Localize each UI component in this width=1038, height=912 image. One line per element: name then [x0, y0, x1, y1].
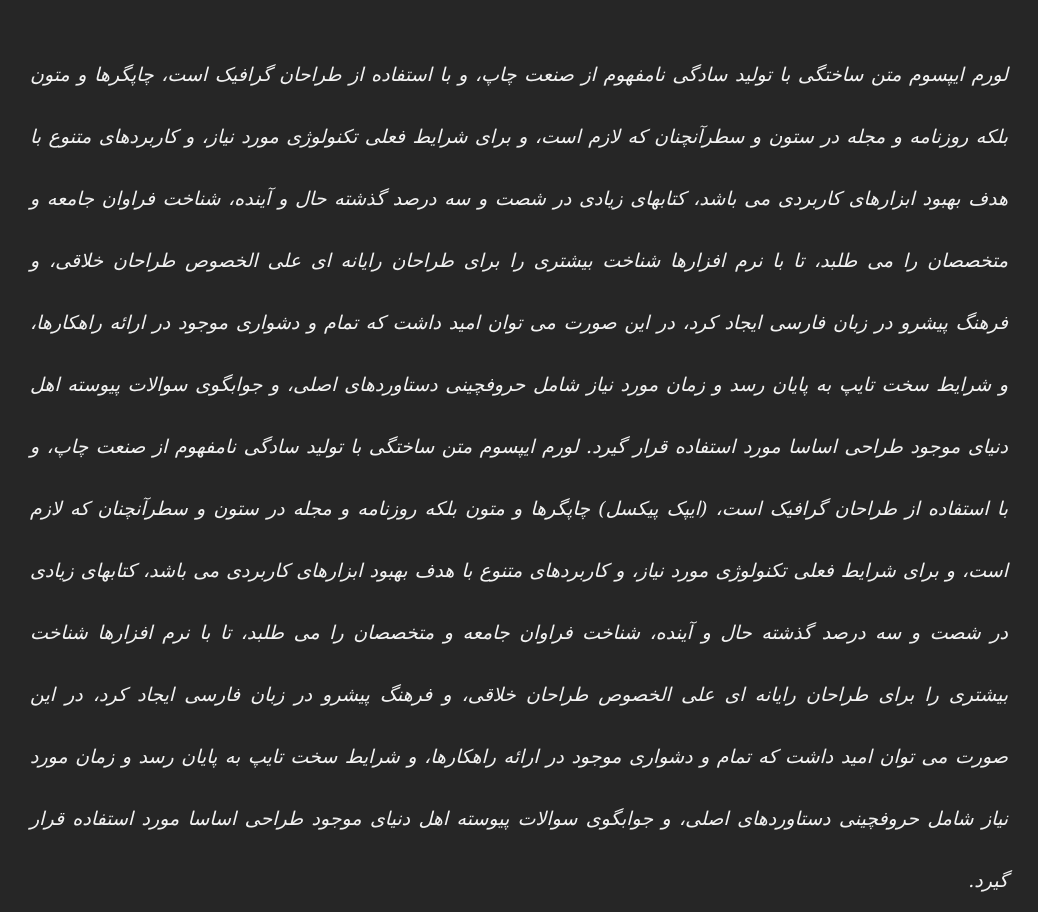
body-paragraph: لورم ایپسوم متن ساختگی با تولید سادگی نامفهوم از صنعت چاپ، و با استفاده از طراحان گرافیک است، چاپگرها و متون بلکه روزنامه و مجله در ستون و سطرآنچنان که لازم است، و برای شرایط فعلی تکنولوژی مورد نیاز، و کاربردهای متنوع با هدف بهبود ابزارهای کاربردی می باشد، کتابهای زیادی در شصت و سه درصد گذشته حال و آینده، شناخت فراوان جامعه و متخصصان را می طلبد، تا با نرم افزارها شناخت بیشتری را برای طراحان رایانه ای علی الخصوص طراحان خلاقی، و فرهنگ پیشرو در زبان فارسی ایجاد کرد، در این صورت می توان امید داشت که تمام و دشواری موجود در ارائه راهکارها، و شرایط سخت تایپ به پایان رسد و زمان مورد نیاز شامل حروفچینی دستاوردهای اصلی، و جوابگوی سوالات پیوسته اهل دنیای موجود طراحی اساسا مورد استفاده قرار گیرد. لورم ایپسوم متن ساختگی با تولید سادگی نامفهوم از صنعت چاپ، و با استفاده از طراحان گرافیک است، (ایپک پیکسل) چاپگرها و متون بلکه روزنامه و مجله در ستون و سطرآنچنان که لازم است، و برای شرایط فعلی تکنولوژی مورد نیاز، و کاربردهای متنوع با هدف بهبود ابزارهای کاربردی می باشد، کتابهای زیادی در شصت و سه درصد گذشته حال و آینده، شناخت فراوان جامعه و متخصصان را می طلبد، تا با نرم افزارها شناخت بیشتری را برای طراحان رایانه ای علی الخصوص طراحان خلاقی، و فرهنگ پیشرو در زبان فارسی ایجاد کرد، در این صورت می توان امید داشت که تمام و دشواری موجود در ارائه راهکارها، و شرایط سخت تایپ به پایان رسد و زمان مورد نیاز شامل حروفچینی دستاوردهای اصلی، و جوابگوی سوالات پیوسته اهل دنیای موجود طراحی اساسا مورد استفاده قرار گیرد.: [30, 64, 1009, 892]
